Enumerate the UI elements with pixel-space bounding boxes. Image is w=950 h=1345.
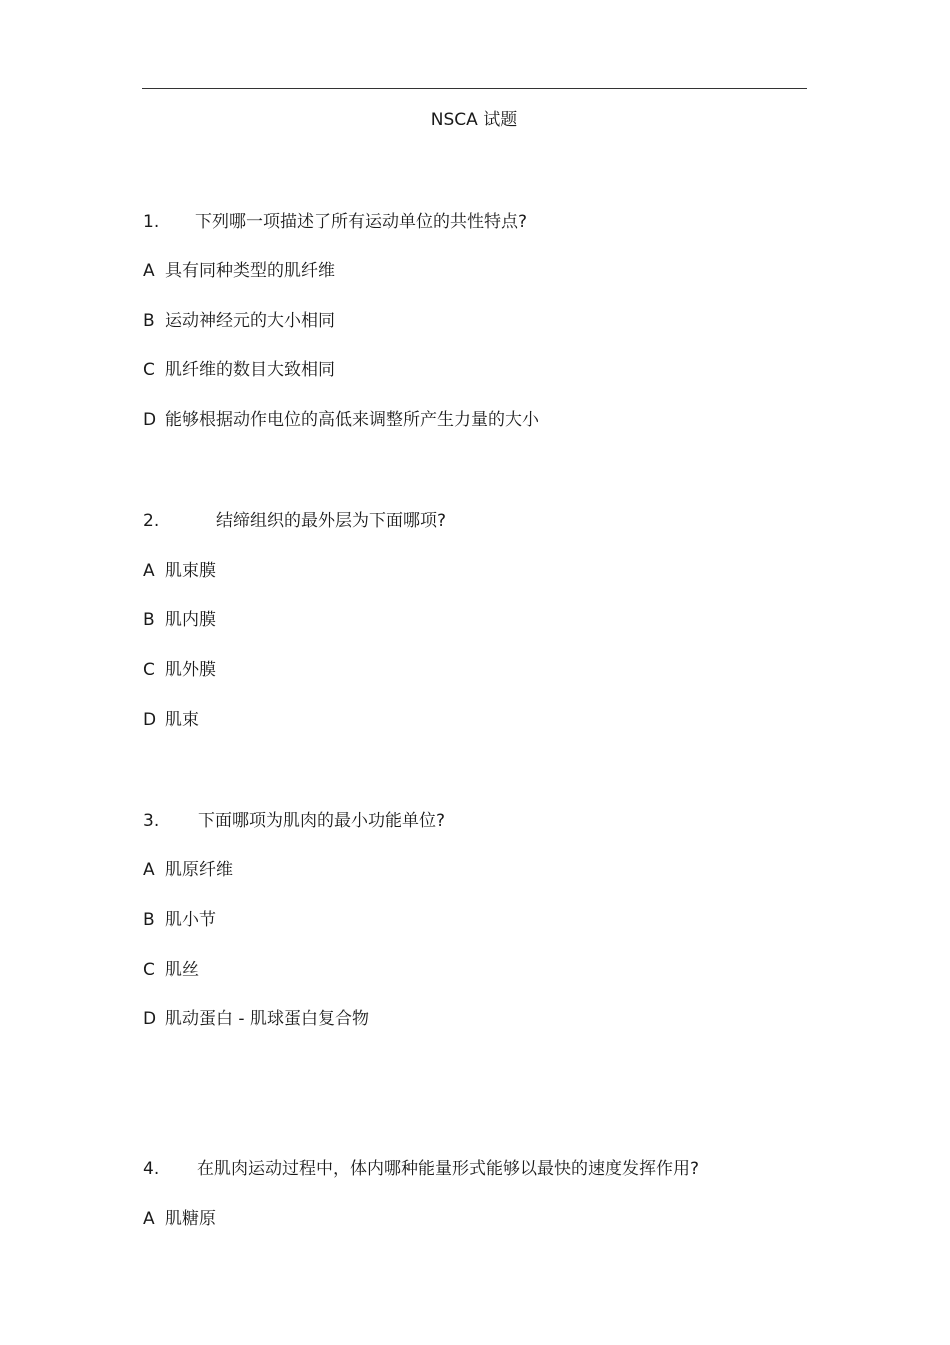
option-3c [143,958,199,982]
option-letter: C [143,360,155,380]
option-1d [143,408,539,432]
option-text: 肌小节 [165,910,216,930]
option-text: 运动神经元的大小相同 [165,311,335,331]
option-text: 肌束 [165,710,199,730]
question-text: 在肌肉运动过程中，体内哪种能量形式能够以最快的速度发挥作用? [197,1159,700,1179]
option-1a [143,259,335,283]
question-1 [143,210,527,234]
question-4 [143,1157,699,1181]
option-letter: B [143,910,155,930]
option-letter: D [143,1009,157,1029]
question-text: 结缔组织的最外层为下面哪项? [216,511,447,531]
question-number: 4. [143,1159,160,1179]
document-title: NSCA 试题 [430,110,518,130]
option-text: 肌原纤维 [165,860,233,880]
option-2d [143,708,199,732]
option-text: 具有同种类型的肌纤维 [165,261,335,281]
option-text: 能够根据动作电位的高低来调整所产生力量的大小 [165,410,539,430]
option-letter: A [143,860,155,880]
option-letter: B [143,610,155,630]
option-letter: B [143,311,155,331]
option-1c [143,358,335,382]
option-letter: A [143,561,155,581]
option-text: 肌纤维的数目大致相同 [165,360,335,380]
option-letter: C [143,960,155,980]
option-3d [143,1007,369,1031]
question-number: 3. [143,811,160,831]
question-text: 下面哪项为肌肉的最小功能单位? [198,811,446,831]
option-text: 肌动蛋白 - 肌球蛋白复合物 [165,1009,369,1029]
question-text: 下列哪一项描述了所有运动单位的共性特点? [195,212,528,232]
option-text: 肌糖原 [165,1209,216,1229]
option-letter: D [143,410,157,430]
option-letter: A [143,261,155,281]
option-text: 肌束膜 [165,561,216,581]
option-3b [143,908,216,932]
header-rule [142,88,807,89]
option-2c [143,658,216,682]
option-1b [143,309,335,333]
option-letter: D [143,710,157,730]
option-3a [143,858,233,882]
option-4a [143,1207,216,1231]
option-text: 肌丝 [165,960,199,980]
option-2a [143,559,216,583]
option-2b [143,608,216,632]
question-number: 1. [143,212,160,232]
question-3 [143,809,445,833]
option-letter: A [143,1209,155,1229]
question-number: 2. [143,511,160,531]
option-text: 肌外膜 [165,660,216,680]
option-letter: C [143,660,155,680]
option-text: 肌内膜 [165,610,216,630]
question-2 [143,509,446,533]
